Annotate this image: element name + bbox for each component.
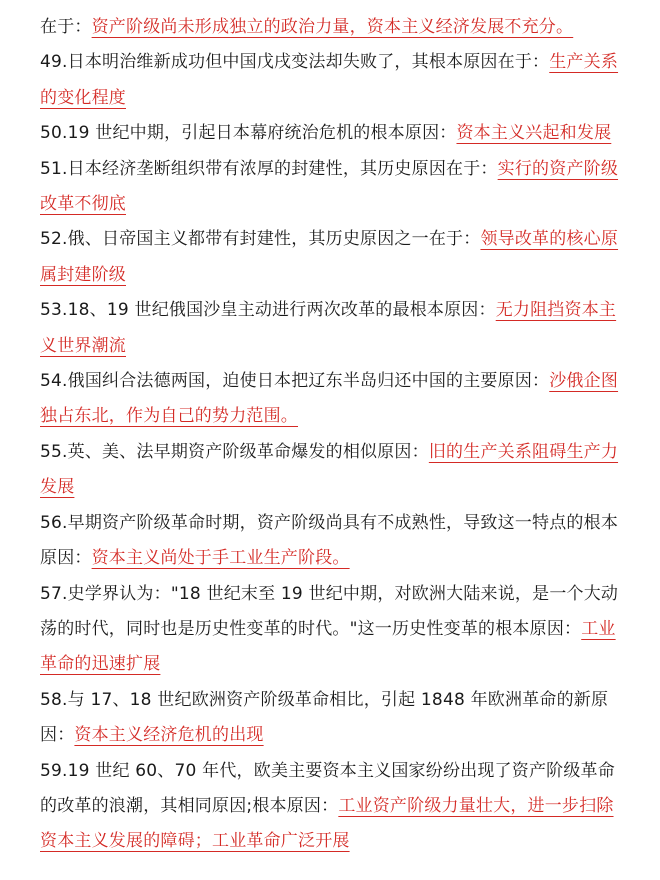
answer-text: 工业革命的迅速扩展	[40, 618, 616, 675]
answer-text: 领导改革的核心原属封建阶级	[40, 229, 619, 285]
question-text: 56.早期资产阶级革命时期，资产阶级尚具有不成熟性，导致这一特点的根本原因：	[40, 512, 619, 569]
entry-59	[40, 754, 620, 860]
answer-text: 资本主义尚处于手工业生产阶段。	[91, 548, 350, 569]
question-text: 54.俄国纠合法德两国，迫使日本把辽东半岛归还中国的主要原因：	[40, 371, 550, 392]
question-text: 51.日本经济垄断组织带有浓厚的封建性，其历史原因在于：	[40, 158, 498, 179]
entry-50	[40, 116, 620, 151]
answer-text: 生产关系的变化程度	[40, 52, 619, 108]
answer-text: 资产阶级尚未形成独立的政治力量，资本主义经济发展不充分。	[91, 17, 574, 37]
question-text: 52.俄、日帝国主义都带有封建性，其历史原因之一在于：	[40, 229, 481, 250]
entry-52	[40, 222, 620, 293]
question-text: 53.18、19 世纪俄国沙皇主动进行两次改革的最根本原因：	[40, 300, 496, 321]
entry-54	[40, 364, 620, 435]
entry-57	[40, 577, 620, 683]
question-text: 57.史学界认为："18 世纪末至 19 世纪中期，对欧洲大陆来说，是一个大动荡的时代，同时也是历史性变革的时代。"这一历史性变革的根本原因：	[40, 583, 619, 639]
entry-49	[40, 45, 620, 116]
answer-text: 沙俄企图独占东北，作为自己的势力范围。	[40, 371, 619, 427]
entry-55	[40, 435, 620, 506]
answer-text: 工业资产阶级力量壮大，进一步扫除资本主义发展的障碍；工业革命广泛开展	[40, 795, 614, 852]
entry-58	[40, 683, 620, 754]
question-text: 在于：	[40, 17, 92, 37]
entry-53	[40, 293, 620, 364]
answer-text: 旧的生产关系阻碍生产力发展	[40, 441, 619, 498]
answer-text: 实行的资产阶级改革不彻底	[40, 158, 619, 215]
entry-51	[40, 152, 620, 223]
answer-text: 无力阻挡资本主义世界潮流	[40, 300, 617, 356]
question-text: 50.19 世纪中期，引起日本幕府统治危机的根本原因：	[40, 123, 457, 144]
question-text: 49.日本明治维新成功但中国戊戌变法却失败了，其根本原因在于：	[40, 52, 550, 73]
answer-text: 资本主义经济危机的出现	[74, 725, 264, 746]
question-text: 59.19 世纪 60、70 年代，欧美主要资本主义国家纷纷出现了资产阶级革命的改革的浪潮，其相同原因;根本原因：	[40, 760, 615, 816]
entry-56	[40, 506, 620, 577]
entry-48-tail	[40, 10, 620, 45]
answer-text: 资本主义兴起和发展	[456, 123, 612, 144]
question-text: 58.与 17、18 世纪欧洲资产阶级革命相比，引起 1848 年欧洲革命的新原因：	[40, 689, 609, 746]
question-text: 55.英、美、法早期资产阶级革命爆发的相似原因：	[40, 441, 429, 462]
